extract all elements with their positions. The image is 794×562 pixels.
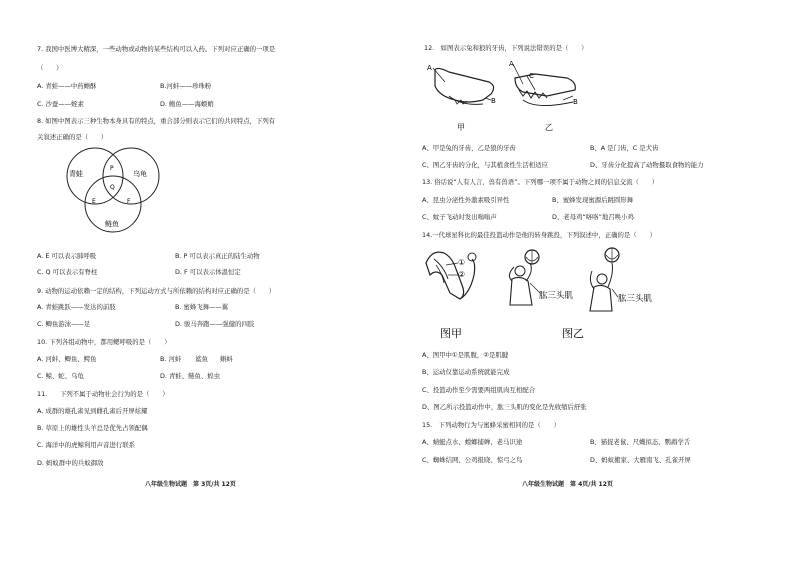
page-footer-right: 八年级生物试题 第 4页/共 12页 (522, 481, 613, 488)
q11-stem: 11. 下列不属于动物社会行为的是（ ） (37, 390, 169, 398)
q13-option-d: D、老母鸡“咯咯”地召唤小鸡 (552, 213, 634, 221)
q9-option-a: A. 青蛙跳跃——发达的前肢 (37, 303, 116, 311)
q12-option-a: A、甲是兔的牙齿，乙是狼的牙齿 (422, 144, 516, 152)
q12-stem: 12. 如图表示兔和狼的牙齿，下列说法错误的是（ ） (424, 44, 588, 52)
teeth-label-a2: A (509, 60, 514, 68)
q11-option-a: A. 成群的雄孔雀见到雌孔雀后开屏炫耀 (37, 407, 148, 415)
q15-stem: 15. 下列动物行为与蜜蜂采蜜相同的是（ ） (422, 421, 560, 429)
q10-option-d: D. 青蛙、鲢鱼、蝗虫 (160, 372, 221, 380)
q7-paren: （ ） (37, 64, 63, 72)
exam-page-4 (397, 0, 794, 562)
q13-option-c: C、蚊子飞动时发出嗡嗡声 (422, 213, 497, 221)
teeth-figure (427, 60, 597, 140)
venn-label-frog: 青蛙 (69, 170, 83, 178)
page-footer-left: 八年级生物试题 第 3页/共 12页 (145, 481, 236, 488)
q7-option-a: A. 青蛙——中药蟾酥 (37, 82, 97, 90)
venn-label-turtle: 乌龟 (133, 170, 147, 178)
q9-option-c: C. 鲫鱼游泳——足 (37, 320, 91, 328)
q8-stem-line2: 关叙述正确的是（ ） (37, 133, 108, 141)
q13-option-a: A、昆虫分泌性外激素吸引异性 (422, 196, 510, 204)
teeth-label-a1: A (427, 64, 432, 72)
q12-option-b: B、A 是门齿，C 是犬齿 (590, 144, 659, 152)
muscle-label-2: ② (458, 270, 466, 279)
q10-option-b-part1: B. 河蚌 (160, 355, 182, 363)
q9-option-b: B. 蜜蜂飞舞——翼 (175, 303, 229, 311)
q12-option-d: D、牙齿分化提高了动物摄取食物的能力 (590, 161, 704, 169)
q11-option-b: B. 草原上的雄性头羊总是优先占领配偶 (37, 424, 148, 432)
q10-option-b-part3: 蝌蚪 (220, 355, 233, 363)
q14-stem: 14.一代球星科比的最佳投篮动作是他的转身跳投，下列叙述中，正确的是（ ） (422, 231, 656, 239)
q7-stem: 7. 我国中医博大精深，一些动物或动物的某些结构可以入药。下列对应正确的一项是 (37, 45, 276, 53)
q9-stem: 9. 动物的运动依赖一定的结构，下列运动方式与所依赖的结构对应正确的是（ ） (37, 287, 276, 295)
q7-option-c: C. 沙蚕——蛭素 (37, 100, 84, 108)
q13-stem: 13. 俗话说“人有人言，兽有兽语”。下列哪一项不属于动物之间的信息交流（ ） (422, 178, 659, 186)
q8-option-b: B. P 可以表示真正的陆生动物 (175, 252, 260, 260)
teeth-label-b1: B (491, 97, 496, 105)
arm-muscle-icon (426, 252, 476, 299)
q15-option-c: C、蜘蛛结网、公鸡报晓、惊弓之鸟 (422, 456, 523, 464)
teeth-label-c2: C (529, 72, 534, 80)
teeth-label-b2: B (573, 98, 578, 106)
basketball-player-2-icon (590, 248, 619, 311)
q7-option-d: D. 鲍鱼——海螵蛸 (160, 100, 214, 108)
q12-option-c: C、图乙牙齿的分化，与其植食性生活相适应 (422, 161, 548, 169)
q7-option-b: B.河蚌——珍珠粉 (160, 82, 212, 90)
q15-option-b: B、猫捉老鼠、尺蠖拟态、鹦鹉学舌 (590, 438, 691, 446)
venn-diagram (55, 140, 185, 240)
q10-stem: 10. 下列各组动物中，都用鳃呼吸的是（ ） (37, 338, 171, 346)
venn-label-fish: 鲢鱼 (105, 220, 119, 228)
triceps-label-1: 肱三头肌 (539, 291, 574, 301)
venn-label-q: Q (110, 184, 115, 191)
rabbit-skull-icon (433, 68, 494, 104)
q8-option-d: D. F 可以表示体温恒定 (175, 268, 241, 276)
venn-label-p: P (110, 165, 114, 172)
muscle-label-1: ① (458, 258, 466, 267)
q15-option-d: D、蚂蚁搬家、大雁南飞、孔雀开屏 (590, 456, 691, 464)
muscle-caption-1: 图甲 (440, 327, 462, 340)
q14-option-b: B、运动仅靠运动系统就能完成 (422, 368, 510, 376)
q8-option-c: C. Q 可以表示有脊柱 (37, 268, 98, 276)
venn-label-f: F (127, 198, 131, 205)
wolf-skull-icon (513, 64, 575, 106)
q11-option-c: C. 海洋中的虎鲸利用声音进行联系 (37, 441, 135, 449)
q8-option-a: A. E 可以表示肺呼吸 (37, 252, 97, 260)
muscle-figure (422, 245, 662, 345)
q11-option-d: D. 蚂蚁群中的兵蚁御敌 (37, 459, 104, 467)
venn-label-e: E (92, 198, 96, 205)
q10-option-b (160, 355, 233, 363)
q10-option-b-part2: 鲨鱼 (195, 355, 209, 363)
muscle-caption-2: 图乙 (562, 327, 584, 340)
q14-option-d: D、图乙所示投篮动作中，肱三头肌的变化是先收缩后舒张 (422, 403, 587, 411)
q9-option-d: D. 骏马奔跑——强健的四肢 (175, 320, 255, 328)
q15-option-a: A、蜻蜓点水、螳螂捕蝉、老马识途 (422, 438, 523, 446)
q13-option-b: B、蜜蜂发现蜜源后跳圆形舞 (552, 196, 634, 204)
q14-option-c: C、投篮动作至少需要两组肌肉互相配合 (422, 386, 536, 394)
q8-stem-line1: 8. 如图中图表示三种生物本身具有的特点，重合部分则表示它们的共同特点，下列有 (37, 117, 276, 125)
q14-option-a: A、图甲中①是肌腹，②是肌腱 (422, 351, 509, 359)
q10-option-c: C. 鲸、蛇、乌龟 (37, 372, 84, 380)
teeth-caption-1: 甲 (457, 123, 465, 132)
triceps-label-2: 肱三头肌 (618, 294, 653, 304)
teeth-caption-2: 乙 (545, 123, 553, 132)
basketball-player-1-icon (509, 250, 540, 305)
q10-option-a: A. 河蚌、鲫鱼、鳄鱼 (37, 355, 97, 363)
